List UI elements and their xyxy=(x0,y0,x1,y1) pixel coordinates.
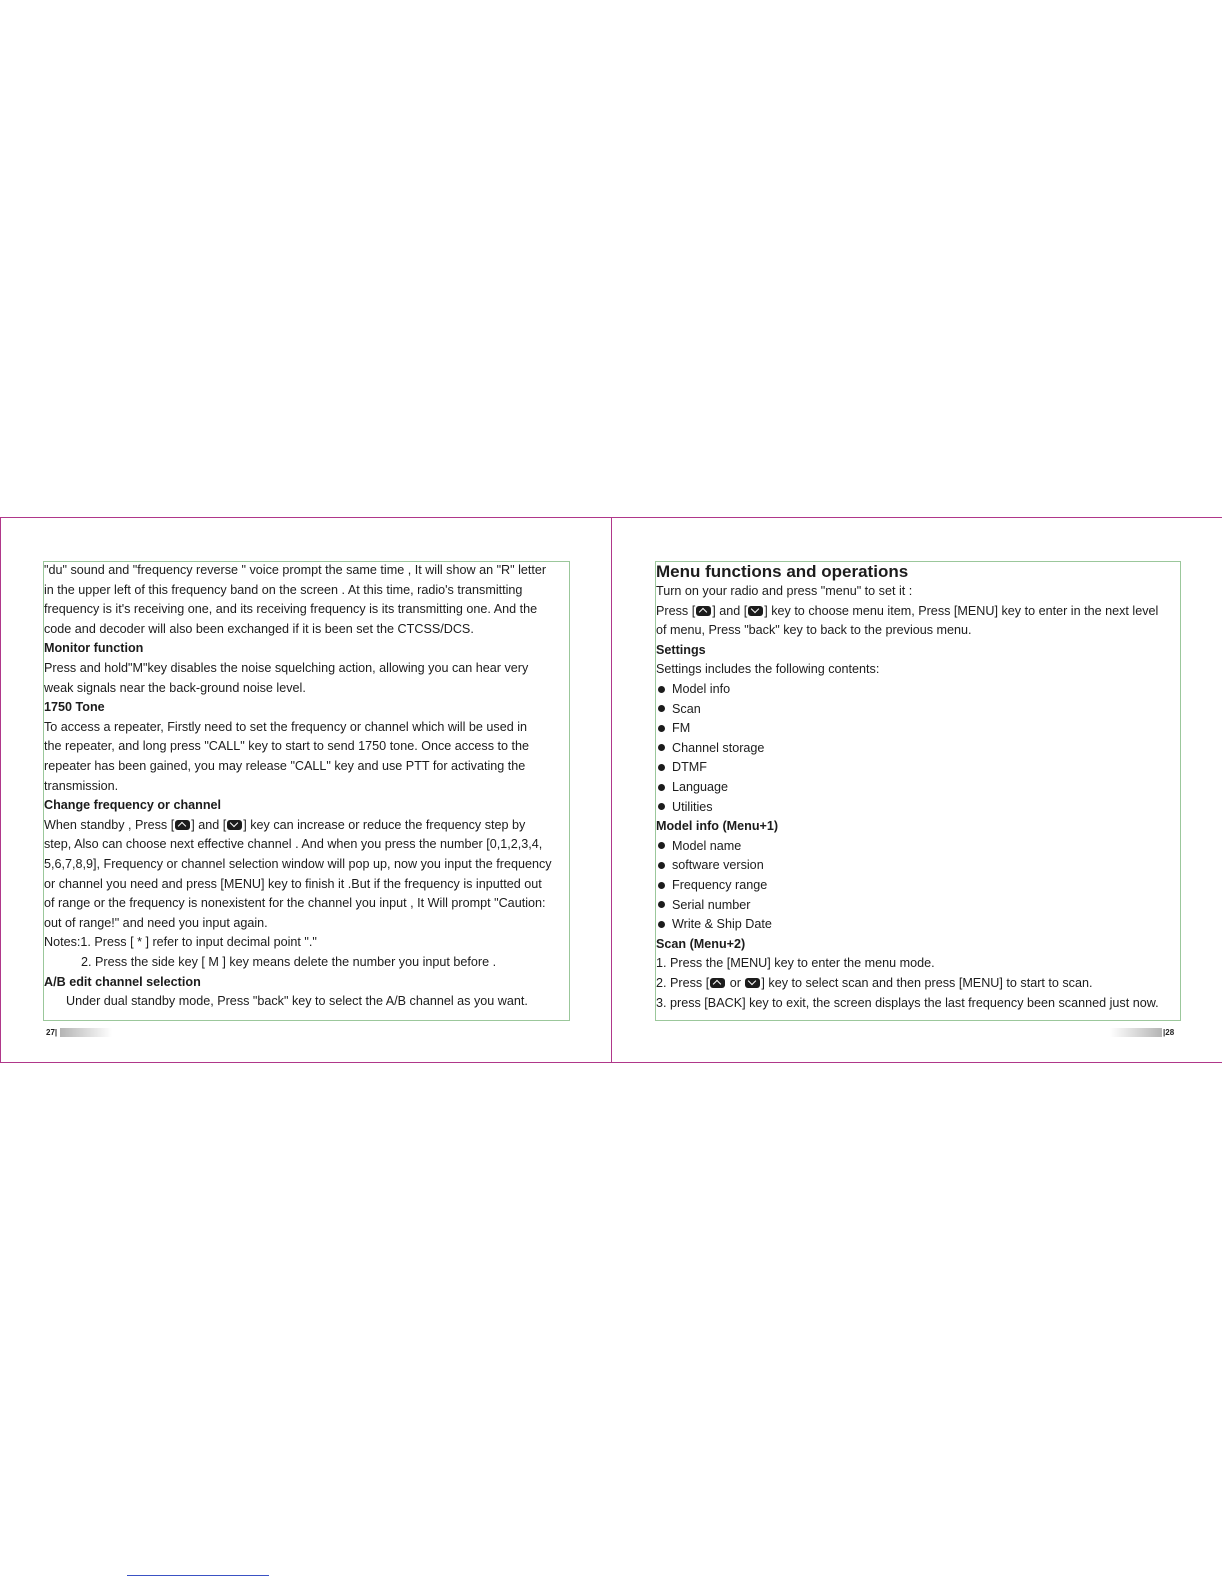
text-segment: or xyxy=(726,976,745,990)
bullet-dot-icon xyxy=(658,764,665,771)
bullet-text: Language xyxy=(672,780,729,794)
bullet-item xyxy=(656,780,728,795)
subheading: A/B edit channel selection xyxy=(44,974,201,989)
bullet-dot-icon xyxy=(658,882,665,889)
key-instruction-line xyxy=(656,976,1093,991)
body-text-line: 5,6,7,8,9], Frequency or channel selection window will pop up, now you input the frequency xyxy=(44,857,552,871)
text-segment: ] key to select scan and then press [MENU] to start to scan. xyxy=(761,976,1093,990)
up-key-icon xyxy=(710,978,725,988)
bullet-dot-icon xyxy=(658,803,665,810)
body-text-line: frequency is it's receiving one, and its receiving frequency is its transmitting one. And the xyxy=(44,602,538,617)
up-key-icon xyxy=(175,820,190,830)
bullet-dot-icon xyxy=(658,901,665,908)
bullet-dot-icon xyxy=(658,862,665,869)
bullet-item xyxy=(656,839,741,854)
bullet-text: Scan xyxy=(672,701,701,716)
section-title: Menu functions and operations xyxy=(656,562,909,581)
bullet-text: Write & Ship Date xyxy=(672,917,772,932)
bullet-dot-icon xyxy=(658,705,665,712)
bullet-dot-icon xyxy=(658,725,665,732)
text-segment: ] key to choose menu item, Press [MENU] key to enter in the next level xyxy=(764,603,1159,618)
key-instruction-line xyxy=(44,818,525,833)
body-text-line: step, Also can choose next effective channel . And when you press the number [0,1,2,3,4, xyxy=(44,837,543,852)
bullet-text: Model info xyxy=(672,682,731,696)
key-instruction-line xyxy=(656,604,1158,619)
bullet-item xyxy=(656,682,730,697)
body-text-line: the repeater, and long press "CALL" key to start to send 1750 tone. Once access to the xyxy=(44,739,530,754)
body-text-line: out of range!" and need you input again. xyxy=(44,915,268,930)
bullet-item xyxy=(656,760,707,775)
body-text-line: in the upper left of this frequency band on the screen . At this time, radio's transmitting xyxy=(44,582,523,597)
subheading: Settings xyxy=(656,642,706,657)
footer-link-underline xyxy=(127,1575,269,1576)
bullet-text: Model name xyxy=(672,838,742,853)
subheading: Scan (Menu+2) xyxy=(656,936,746,951)
body-text-line: Turn on your radio and press "menu" to set it : xyxy=(656,584,913,598)
bullet-text: Utilities xyxy=(672,799,713,814)
down-key-icon xyxy=(745,978,760,988)
bullet-item xyxy=(656,878,767,893)
body-text-line: 3. press [BACK] key to exit, the screen displays the last frequency been scanned just now. xyxy=(656,995,1159,1010)
text-segment: 2. Press [ xyxy=(656,976,710,990)
body-text-line: 1. Press the [MENU] key to enter the menu mode. xyxy=(656,956,935,971)
bullet-dot-icon xyxy=(658,686,665,693)
body-text-line: transmission. xyxy=(44,778,119,793)
body-text-line: Settings includes the following contents: xyxy=(656,662,880,677)
text-segment: ] and [ xyxy=(712,603,748,618)
right-page-number-shade xyxy=(1110,1028,1162,1037)
bullet-item xyxy=(656,858,764,873)
up-key-icon xyxy=(696,606,711,616)
bullet-item xyxy=(656,741,764,756)
down-key-icon xyxy=(748,606,763,616)
body-text-line: of range or the frequency is nonexistent for the channel you input , It Will prompt "Caution: xyxy=(44,896,546,911)
body-text-line: Under dual standby mode, Press "back" key to select the A/B channel as you want. xyxy=(66,994,528,1009)
body-text-line: To access a repeater, Firstly need to set the frequency or channel which will be used in xyxy=(44,719,528,734)
body-text-line: 2. Press the side key [ M ] key means delete the number you input before . xyxy=(81,955,497,969)
bullet-dot-icon xyxy=(658,744,665,751)
bullet-text: Frequency range xyxy=(672,878,768,892)
bullet-item xyxy=(656,721,690,736)
subheading: Change frequency or channel xyxy=(44,798,222,813)
body-text-line: of menu, Press "back" key to back to the previous menu. xyxy=(656,623,972,638)
bullet-item xyxy=(656,800,713,815)
body-text-line: code and decoder will also been exchanged if it is been set the CTCSS/DCS. xyxy=(44,621,474,636)
left-page-number: 27| xyxy=(46,1028,58,1037)
body-text-line: weak signals near the back-ground noise level. xyxy=(44,680,306,695)
right-page-textbox xyxy=(655,561,1181,1021)
bullet-text: FM xyxy=(672,721,691,736)
bullet-text: Channel storage xyxy=(672,740,765,755)
text-segment: When standby , Press [ xyxy=(44,817,175,832)
subheading: Model info (Menu+1) xyxy=(656,819,779,834)
right-page-number: |28 xyxy=(1163,1028,1175,1037)
bullet-dot-icon xyxy=(658,784,665,791)
subheading: 1750 Tone xyxy=(44,700,105,715)
body-text-line: or channel you need and press [MENU] key to finish it .But if the frequency is inputted out xyxy=(44,876,542,891)
bullet-dot-icon xyxy=(658,842,665,849)
body-text-line: Press and hold"M"key disables the noise squelching action, allowing you can hear very xyxy=(44,661,529,675)
page-spine xyxy=(611,517,612,1063)
down-key-icon xyxy=(227,820,242,830)
bullet-text: software version xyxy=(672,858,764,873)
bullet-item xyxy=(656,898,750,913)
bullet-item xyxy=(656,702,701,717)
body-text-line: "du" sound and "frequency reverse " voice prompt the same time , It will show an "R" letter xyxy=(44,563,547,577)
bullet-text: DTMF xyxy=(672,760,707,775)
bullet-item xyxy=(656,917,772,932)
text-segment: ] key can increase or reduce the frequency step by xyxy=(243,817,526,832)
subheading: Monitor function xyxy=(44,641,144,656)
text-segment: Press [ xyxy=(656,603,696,618)
left-page-number-shade xyxy=(60,1028,112,1037)
bullet-dot-icon xyxy=(658,921,665,928)
body-text-line: repeater has been gained, you may release "CALL" key and use PTT for activating the xyxy=(44,759,526,773)
bullet-text: Serial number xyxy=(672,897,751,912)
body-text-line: Notes:1. Press [ * ] refer to input decimal point "." xyxy=(44,935,317,950)
text-segment: ] and [ xyxy=(191,817,227,832)
left-page-textbox xyxy=(43,561,570,1021)
